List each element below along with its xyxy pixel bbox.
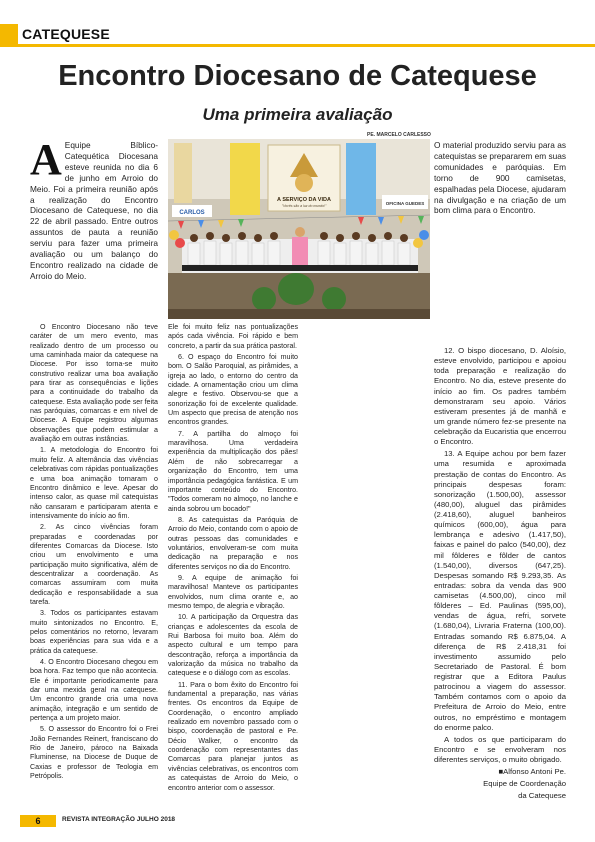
- section-label: CATEQUESE: [22, 26, 110, 42]
- paragraph: 12. O bispo diocesano, D. Aloísio, esteve envolvido, participou e apoiou toda preparação e realização do Encontro. No dia, esteve presente do início ao fim. Os padres também demonstraram seu apoio. Vários estiveram presentes já de manhã e um grande número fez-se presente na celebração da Eucaristia que encerrou o Encontro.: [434, 346, 566, 447]
- column-2: [168, 323, 298, 795]
- paragraph: 4. O Encontro Diocesano chegou em boa hora. Faz tempo que não acontecia. Ele é importante periodicamente para dar uma mexida geral na catequese. Um encontro grande cria uma nova animação, integração e um sentido de pertença a um projeto maior.: [30, 658, 158, 723]
- blue-banner: [346, 143, 376, 215]
- column-3-body: [434, 346, 566, 804]
- paragraph-intro: A Equipe Bíblico-Catequética Diocesana esteve reunida no dia 6 de junho em Arroio do Meio. Foi a primeira reunião após a realização do Encontro Diocesano de Catequese, no dia 22 de abril passado. Entre outros assuntos de pauta a reunião serviu para fazer uma primeira avaliação ou um balanço do Encontro realizado na cidade de Arroio do Meio.: [30, 135, 158, 281]
- publication-info: REVISTA INTEGRAÇÃO JULHO 2018: [62, 816, 176, 823]
- paragraph: 7. A partilha do almoço foi maravilhosa. Uma verdadeira experiência da multiplicação dos pães! Além de não sobrecarregar a organização do Encontro, tem uma importância pedagógica fantástica. E um importante conteúdo do Encontro. "Todos comeram no almoço, no lanche e ainda sobrou um bocado!": [168, 429, 298, 513]
- paragraph: 1. A metodologia do Encontro foi muito feliz. A alternância das vivências celebrativas com rápidas pontualizações e uma boa animação tornaram o Encontro dinâmico e leve. Apesar do intenso calor, as quase mil catequistas não cansaram e participaram atenta e intensivamente do início ao fim.: [30, 446, 158, 520]
- column-3: [434, 140, 566, 218]
- banner-subtext: "Vocês são a luz do mundo!": [281, 204, 327, 208]
- paragraph: 9. A equipe de animação foi maravilhosa! Manteve os participantes envolvidos, num clima orante e, ao mesmo tempo, de alegria e vibração.: [168, 573, 298, 610]
- paragraph: 2. As cinco vivências foram preparadas e coordenadas por diferentes Comarcas da Diocese. Isto criou um envolvimento e uma participação muito significativa, além de descentralizar a coordenação. As comarcas assumiram com muita dedicação e responsabilidade a sua tarefa.: [30, 523, 158, 606]
- column-1-lower: [30, 323, 158, 784]
- paragraph: 11. Para o bom êxito do Encontro foi fundamental a preparação, nas várias frentes. Os encontros da Equipe de Coordenação, o encontro ampliado realizado em novembro passado com o bispo, coordenação de pastoral e Pe. Décio Walker, o encontro da coordenação com representantes das Comarcas para planejar juntos as vivências celebrativas, os encontros com as catequistas de Arroio do Meio, o encontro anterior com o assessor.: [168, 680, 298, 792]
- right-sign: OFICINA GUEDES: [385, 201, 425, 206]
- yellow-banner: [230, 143, 260, 215]
- article-title: Encontro Diocesano de Catequese: [58, 60, 537, 92]
- article-subtitle: Uma primeira avaliação: [202, 105, 393, 124]
- column-1: [30, 135, 158, 284]
- event-photo-illustration: [168, 139, 430, 319]
- paragraph: O Encontro Diocesano não teve caráter de um mero evento, mas realizado dentro de um processo ou uma caminhada maior da catequese na Diocese. Por isso torna-se muito construtivo realizar uma boa avaliação para tirar as consequências e lições para a continuidade do trabalho da catequese. Esta avaliação pode ser feita nas paróquias, comarcas e em nível de Diocese. A Equipe registrou algumas observações que podem estimular a avaliação em outras instâncias.: [30, 323, 158, 444]
- paragraph: 3. Todos os participantes estavam muito sintonizados no Encontro. E, pelos comentários no retorno, levaram boas experiências para sua vida e a prática da catequese.: [30, 609, 158, 655]
- paragraph: O material produzido serviu para as catequistas se prepararem em suas comunidades e paróquias. Em torno de 900 camisetas, espalhadas pela Diocese, ajudaram na divulgação e na criação de um bom clima para o Encontro.: [434, 140, 566, 216]
- signature-role-2: da Catequese: [518, 791, 566, 801]
- paragraph: 13. A Equipe achou por bem fazer uma resumida e aproximada prestação de contas do Encontro. As principais despesas foram: sonorização (1.500,00), assessor (480,00), aluguel das pirâmides (2.418,60), aluguel banheiros químicos (600,00), água para lembrança e adesivo (1.417,50), faixas e painel do palco (540,00), dez mil fôlderes e fôlder de cantos (1.540,00), diversos (647,25). Despesas somando R$ 9.293,35. As entradas: sobra da venda das 900 camisetas (4.500,00), cinco mil fôlderes – Ed. Paulinas (595,00), vendas de água, refri, sorvete (1.680,04), Livraria Fraterna (100,00). Entradas somando R$ 6.875,04. A diferença de R$ 2.418,31 foi investimento assumido pelo Secretariado de Pastoral. É bom registrar que a Editora Paulus patrocinou a viagem do assessor. Também contamos com o apoio da Prefeitura de Arroio do Meio, entre outros, no empréstimo e montagem do enorme palco.: [434, 449, 566, 732]
- paragraph: 5. O assessor do Encontro foi o Frei João Fernandes Reinert, franciscano do Rio de Janeiro, pároco na Baixada Fluminense, na Diocese de Duque de Caxias e professor de Teologia em Petrópolis.: [30, 725, 158, 781]
- paragraph: 8. As catequistas da Paróquia de Arroio do Meio, contando com o apoio de outras pessoas das comunidades e voluntários, envolveram-se com muita dedicação na preparação e nos diferentes serviços no dia do Encontro.: [168, 515, 298, 571]
- paragraph: 10. A participação da Orquestra das crianças e adolescentes da escola de Rui Barbosa foi muito boa. Além do aspecto cultural e um tempo para descontração, reforça a importância da valorização da música no trabalho da catequese e o diálogo com as escolas.: [168, 613, 298, 678]
- photo-credit: PE. MARCELO CARLESSO: [367, 132, 431, 138]
- paragraph: 6. O espaço do Encontro foi muito bom. O Salão Paroquial, as pirâmides, a igreja ao lado, o entorno do centro da cidade. A ornamentação criou um clima alegre e festivo. Observou-se que a sonorização foi de excelente qualidade. Um aspecto que precisa de atenção nos encontros grandes.: [168, 353, 298, 427]
- paragraph: A todos os que participaram do Encontro e se envolveram nos diferentes serviços, o muito obrigado.: [434, 734, 566, 764]
- section-accent-tab: [0, 24, 18, 44]
- left-sign: CARLOS: [179, 210, 205, 216]
- drop-cap: A: [30, 135, 62, 184]
- banner-text: A SERVIÇO DA VIDA: [277, 197, 331, 203]
- paragraph: Ele foi muito feliz nas pontualizações após cada vivência. Foi rápido e bem concreto, a partir da sua prática pastoral.: [168, 323, 298, 350]
- section-accent-line: [0, 44, 595, 47]
- signature-role: Equipe de Coordenação: [483, 779, 566, 789]
- page-number: 6: [20, 815, 56, 827]
- page-footer: [0, 812, 595, 842]
- event-photo: [168, 139, 430, 319]
- section-header: [0, 0, 595, 47]
- signature-name: ■Alfonso Antoni Pe.: [498, 767, 566, 777]
